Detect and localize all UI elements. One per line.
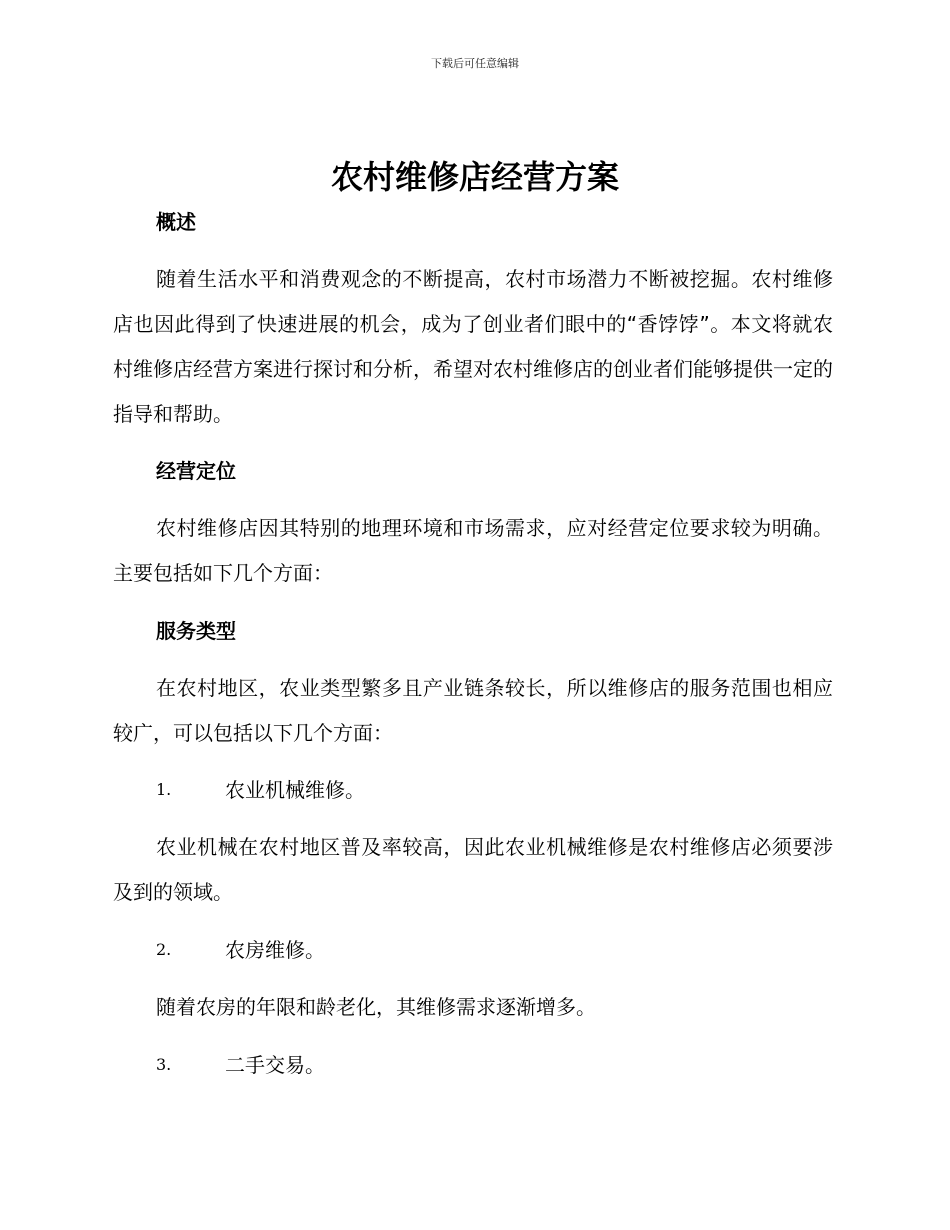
- section-heading-overview: 概述: [156, 210, 196, 234]
- list-text: 农房维修。: [225, 938, 325, 962]
- list-number: 3.: [156, 1055, 172, 1074]
- paragraph-item1: 农业机械在农村地区普及率较高，因此农业机械维修是农村维修店必须要涉及到的领域。: [113, 835, 833, 904]
- list-item-3: [113, 1051, 833, 1079]
- list-number: 1.: [156, 780, 172, 799]
- page-title: 农村维修店经营方案: [330, 158, 619, 196]
- list-item-1: [113, 776, 833, 804]
- list-item-2: [113, 936, 833, 964]
- list-text: 二手交易。: [225, 1053, 325, 1077]
- paragraph-positioning: 农村维修店因其特别的地理环境和市场需求，应对经营定位要求较为明确。主要包括如下几个方面：: [113, 516, 833, 585]
- paragraph-service: 在农村地区，农业类型繁多且产业链条较长，所以维修店的服务范围也相应较广，可以包括以下几个方面：: [113, 676, 833, 745]
- list-text: 农业机械维修。: [225, 778, 365, 802]
- section-heading-positioning: 经营定位: [156, 459, 236, 483]
- header-note: 下载后可任意编辑: [431, 57, 519, 70]
- paragraph-item2: 随着农房的年限和龄老化，其维修需求逐渐增多。: [156, 995, 596, 1019]
- list-number: 2.: [156, 940, 172, 959]
- section-heading-service: 服务类型: [156, 619, 236, 643]
- paragraph-overview: 随着生活水平和消费观念的不断提高，农村市场潜力不断被挖掘。农村维修店也因此得到了快速进展的机会，成为了创业者们眼中的“香饽饽”。本文将就农村维修店经营方案进行探讨和分析，希望对农村维修店的创业者们能够提供一定的指导和帮助。: [113, 267, 833, 426]
